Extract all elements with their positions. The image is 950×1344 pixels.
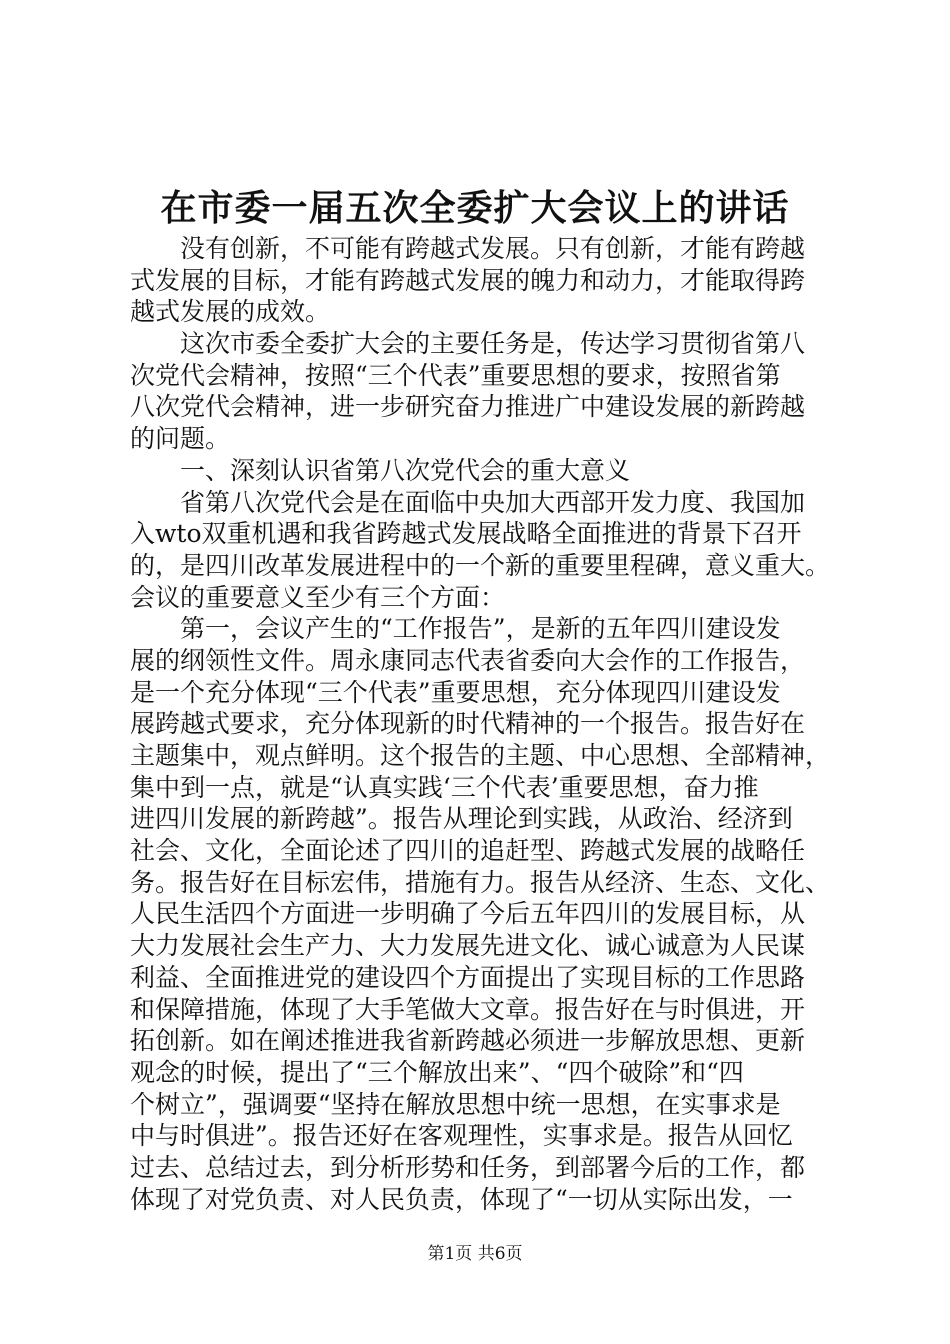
text-line: 没有创新，不可能有跨越式发展。只有创新，才能有跨越 xyxy=(180,234,806,263)
text-line: 越式发展的成效。 xyxy=(130,297,331,327)
text-line: 社会、文化，全面论述了四川的追赶型、跨越式发展的战略任 xyxy=(130,836,806,866)
text-line: 的问题。 xyxy=(130,424,231,454)
text-line: 和保障措施，体现了大手笔做大文章。报告好在与时俱进，开 xyxy=(130,994,806,1024)
text-line: 务。报告好在目标宏伟，措施有力。报告从经济、生态、文化、 xyxy=(130,867,831,897)
text-line: 的，是四川改革发展进程中的一个新的重要里程碑，意义重大。 xyxy=(130,550,831,580)
document-body xyxy=(130,233,830,1215)
text-line: 过去、总结过去，到分析形势和任务，到部署今后的工作，都 xyxy=(130,1152,806,1182)
text-line: 次党代会精神，按照“三个代表”重要思想的要求，按照省第 xyxy=(130,360,781,390)
text-line: 进四川发展的新跨越”。报告从理论到实践，从政治、经济到 xyxy=(130,804,793,834)
text-line: 中与时俱进”。报告还好在客观理性，实事求是。报告从回忆 xyxy=(130,1121,793,1151)
text-line: 利益、全面推进党的建设四个方面提出了实现目标的工作思路 xyxy=(130,962,806,992)
text-line: 人民生活四个方面进一步明确了今后五年四川的发展目标，从 xyxy=(130,899,806,929)
text-line: 第一，会议产生的“工作报告”，是新的五年四川建设发 xyxy=(180,614,781,644)
document-title: 在市委一届五次全委扩大会议上的讲话 xyxy=(160,187,790,229)
text-line: 大力发展社会生产力、大力发展先进文化、诚心诚意为人民谋 xyxy=(130,931,806,961)
text-line: 八次党代会精神，进一步研究奋力推进广中建设发展的新跨越 xyxy=(130,392,806,422)
text-line: 集中到一点，就是“认真实践‘三个代表’重要思想，奋力推 xyxy=(130,772,759,802)
text-line: 入wto双重机遇和我省跨越式发展战略全面推进的背景下召开 xyxy=(130,519,802,549)
text-line: 体现了对党负责、对人民负责，体现了“一切从实际出发，一 xyxy=(130,1184,793,1214)
text-line: 会议的重要意义至少有三个方面： xyxy=(130,582,506,612)
text-line: 这次市委全委扩大会的主要任务是，传达学习贯彻省第八 xyxy=(180,329,806,359)
text-line: 展的纲领性文件。周永康同志代表省委向大会作的工作报告， xyxy=(130,645,806,675)
text-line: 拓创新。如在阐述推进我省新跨越必须进一步解放思想、更新 xyxy=(130,1026,806,1056)
text-line: 观念的时候，提出了“三个解放出来”、“四个破除”和“四 xyxy=(130,1057,744,1087)
page-footer: 第1页 共6页 xyxy=(427,1244,523,1264)
text-line: 主题集中，观点鲜明。这个报告的主题、中心思想、全部精神， xyxy=(130,741,831,770)
text-line: 一、深刻认识省第八次党代会的重大意义 xyxy=(180,455,631,485)
text-line: 个树立”，强调要“坚持在解放思想中统一思想，在实事求是 xyxy=(130,1089,781,1119)
text-line: 展跨越式要求，充分体现新的时代精神的一个报告。报告好在 xyxy=(130,709,806,739)
text-line: 是一个充分体现“三个代表”重要思想，充分体现四川建设发 xyxy=(130,677,781,707)
text-line: 省第八次党代会是在面临中央加大西部开发力度、我国加 xyxy=(180,487,806,517)
text-line: 式发展的目标，才能有跨越式发展的魄力和动力，才能取得跨 xyxy=(130,265,806,295)
